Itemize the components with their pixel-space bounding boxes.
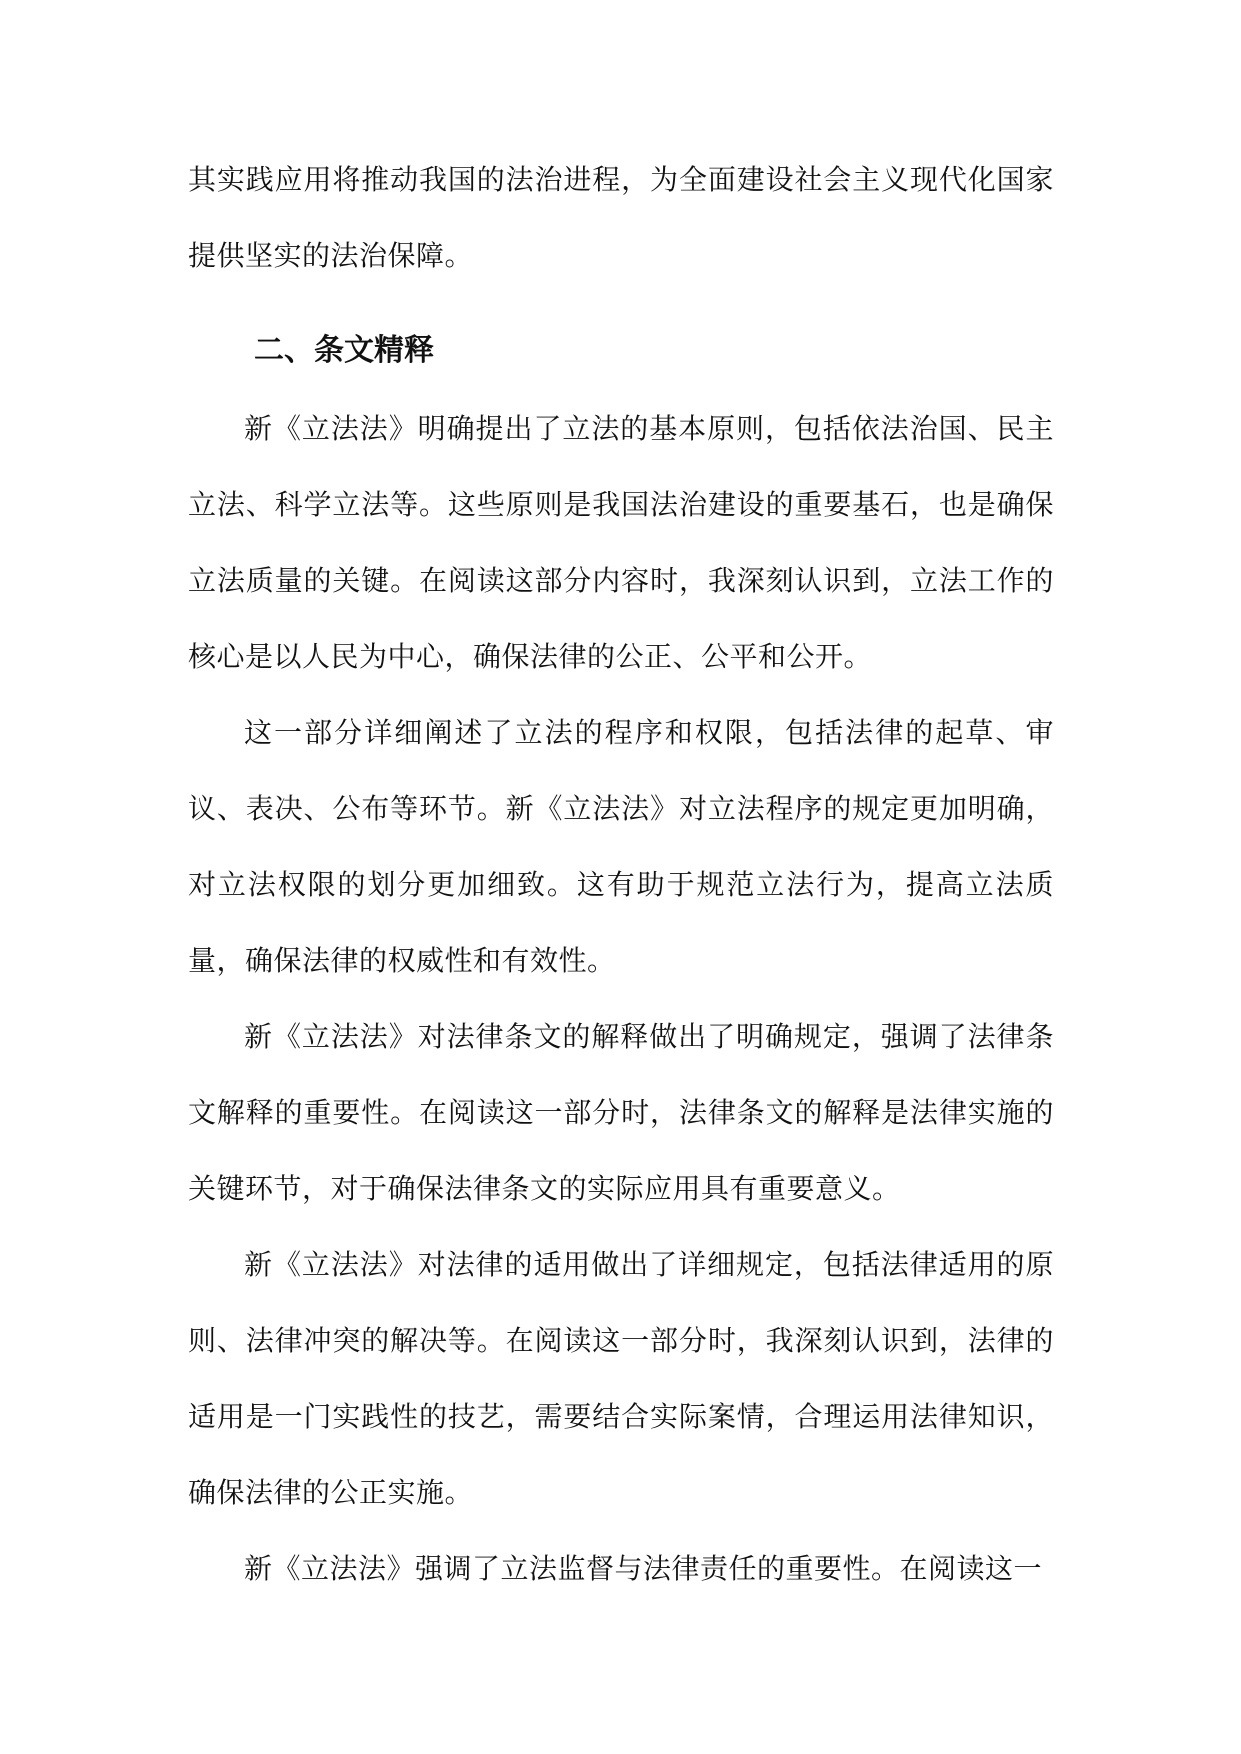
paragraph-interpretation: 新《立法法》对法律条文的解释做出了明确规定，强调了法律条文解释的重要性。在阅读这一部分时，法律条文的解释是法律实施的关键环节，对于确保法律条文的实际应用具有重要意义。 [188,1020,1054,1205]
document-body [188,142,1054,1607]
paragraph-procedure: 这一部分详细阐述了立法的程序和权限，包括法律的起草、审议、表决、公布等环节。新《立法法》对立法程序的规定更加明确，对立法权限的划分更加细致。这有助于规范立法行为，提高立法质量，确保法律的权威性和有效性。 [188,716,1054,977]
paragraph-supervision: 新《立法法》强调了立法监督与法律责任的重要性。在阅读这一 [244,1552,1043,1585]
section-heading: 二、条文精释 [254,333,434,368]
paragraph-application: 新《立法法》对法律的适用做出了详细规定，包括法律适用的原则、法律冲突的解决等。在阅读这一部分时，我深刻认识到，法律的适用是一门实践性的技艺，需要结合实际案情，合理运用法律知识，确保法律的公正实施。 [188,1248,1054,1509]
intro-paragraph: 其实践应用将推动我国的法治进程，为全面建设社会主义现代化国家提供坚实的法治保障。 [188,163,1054,272]
paragraph-principles: 新《立法法》明确提出了立法的基本原则，包括依法治国、民主立法、科学立法等。这些原则是我国法治建设的重要基石，也是确保立法质量的关键。在阅读这部分内容时，我深刻认识到，立法工作的核心是以人民为中心，确保法律的公正、公平和公开。 [188,412,1054,673]
